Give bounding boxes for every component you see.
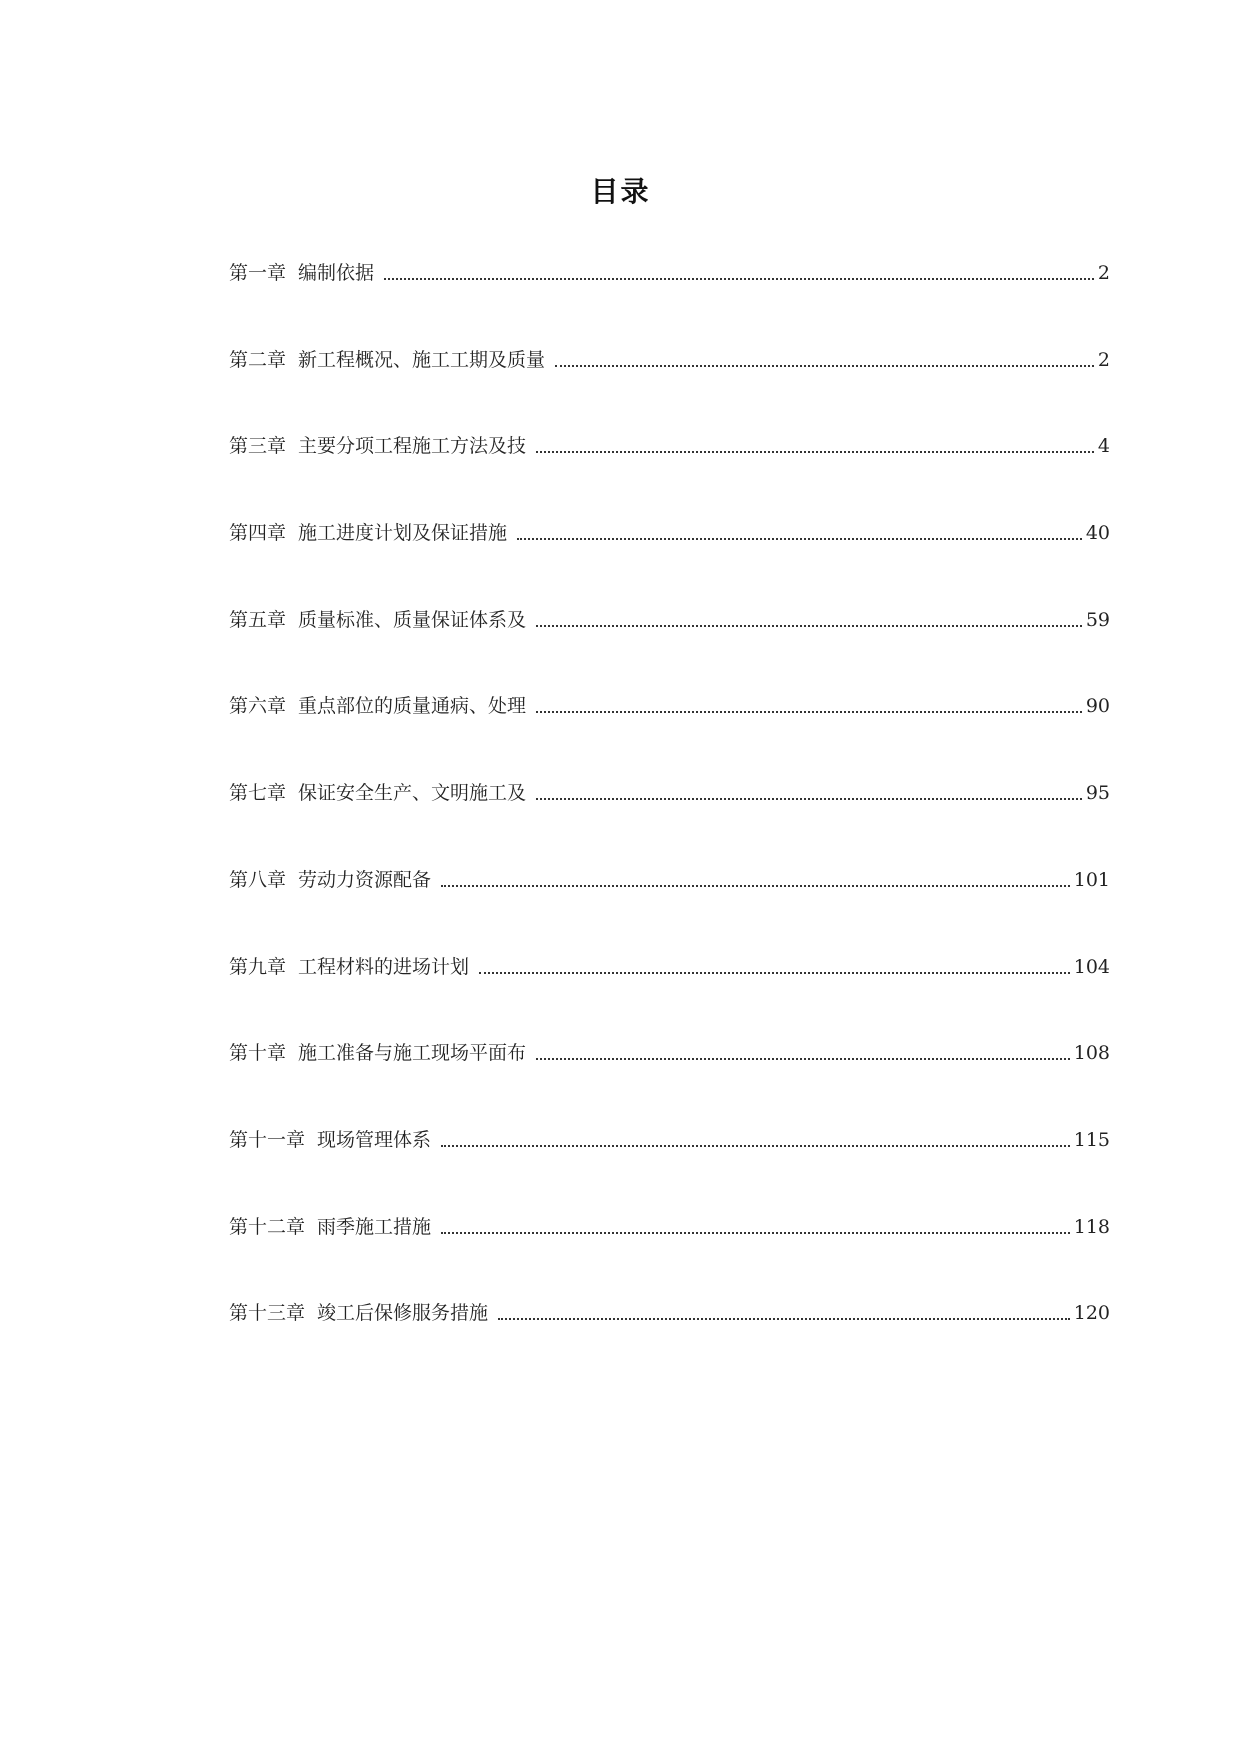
- toc-heading: 施工准备与施工现场平面布: [298, 1042, 527, 1065]
- toc-heading: 劳动力资源配备: [298, 868, 432, 891]
- toc-heading: 雨季施工措施: [317, 1215, 432, 1238]
- toc-chapter-number: 第四章: [229, 522, 287, 545]
- toc-page-number: 120: [1073, 1302, 1110, 1325]
- toc-chapter-number: 第八章: [229, 868, 287, 891]
- dot-leader: [384, 258, 1094, 288]
- dot-leader: [479, 952, 1070, 982]
- toc-heading: 施工进度计划及保证措施: [298, 522, 508, 545]
- toc-entry[interactable]: [229, 895, 1110, 982]
- toc-chapter-number: 第五章: [229, 608, 287, 631]
- dot-leader: [536, 605, 1082, 635]
- toc-entry[interactable]: [229, 461, 1110, 548]
- toc-page-number: 118: [1073, 1215, 1110, 1238]
- toc-entry[interactable]: [229, 808, 1110, 895]
- toc-page-number: 115: [1073, 1128, 1110, 1151]
- toc-chapter-number: 第六章: [229, 695, 287, 718]
- toc-page-number: 59: [1085, 608, 1110, 631]
- toc-chapter-number: 第一章: [229, 262, 287, 284]
- toc-entry[interactable]: [229, 375, 1110, 462]
- dot-leader: [517, 518, 1082, 548]
- toc-chapter-number: 第九章: [229, 955, 287, 978]
- toc-heading: 重点部位的质量通病、处理: [298, 695, 527, 718]
- toc-entry[interactable]: [229, 1155, 1110, 1242]
- toc-entry[interactable]: [229, 288, 1110, 375]
- toc-chapter-number: 第七章: [229, 782, 287, 805]
- dot-leader: [536, 431, 1094, 461]
- toc-chapter-number: 第十二章: [229, 1215, 306, 1238]
- toc-page-number: 104: [1073, 955, 1110, 978]
- toc-chapter-number: 第二章: [229, 348, 287, 371]
- table-of-contents: [229, 258, 1110, 1328]
- toc-page-number: 4: [1097, 435, 1110, 458]
- toc-entry[interactable]: [229, 1068, 1110, 1155]
- dot-leader: [498, 1298, 1070, 1328]
- dot-leader: [536, 691, 1082, 721]
- toc-heading: 现场管理体系: [317, 1128, 432, 1151]
- toc-chapter-number: 第三章: [229, 435, 287, 458]
- toc-chapter-number: 第十一章: [229, 1128, 306, 1151]
- toc-entry[interactable]: [229, 548, 1110, 635]
- toc-entry[interactable]: [229, 258, 1110, 288]
- toc-heading: 质量标准、质量保证体系及: [298, 608, 527, 631]
- dot-leader: [441, 865, 1070, 895]
- toc-heading: 保证安全生产、文明施工及: [298, 782, 527, 805]
- toc-heading: 竣工后保修服务措施: [317, 1302, 489, 1325]
- dot-leader: [536, 778, 1082, 808]
- toc-entry[interactable]: [229, 635, 1110, 722]
- dot-leader: [441, 1125, 1070, 1155]
- dot-leader: [536, 1038, 1070, 1068]
- toc-heading: 主要分项工程施工方法及技: [298, 435, 527, 458]
- toc-heading: 新工程概况、施工工期及质量: [298, 348, 546, 371]
- page-title: 目录: [590, 175, 651, 208]
- toc-page-number: 40: [1085, 522, 1110, 545]
- toc-entry[interactable]: [229, 721, 1110, 808]
- toc-chapter-number: 第十三章: [229, 1302, 306, 1325]
- dot-leader: [441, 1212, 1070, 1242]
- toc-page-number: 2: [1097, 262, 1110, 284]
- toc-entry[interactable]: [229, 1242, 1110, 1329]
- dot-leader: [555, 345, 1094, 375]
- toc-chapter-number: 第十章: [229, 1042, 287, 1065]
- toc-page-number: 95: [1085, 782, 1110, 805]
- toc-page-number: 90: [1085, 695, 1110, 718]
- toc-page-number: 2: [1097, 348, 1110, 371]
- toc-entry[interactable]: [229, 982, 1110, 1069]
- toc-page-number: 101: [1073, 868, 1110, 891]
- toc-heading: 工程材料的进场计划: [298, 955, 470, 978]
- toc-heading: 编制依据: [298, 262, 375, 284]
- toc-page-number: 108: [1073, 1042, 1110, 1065]
